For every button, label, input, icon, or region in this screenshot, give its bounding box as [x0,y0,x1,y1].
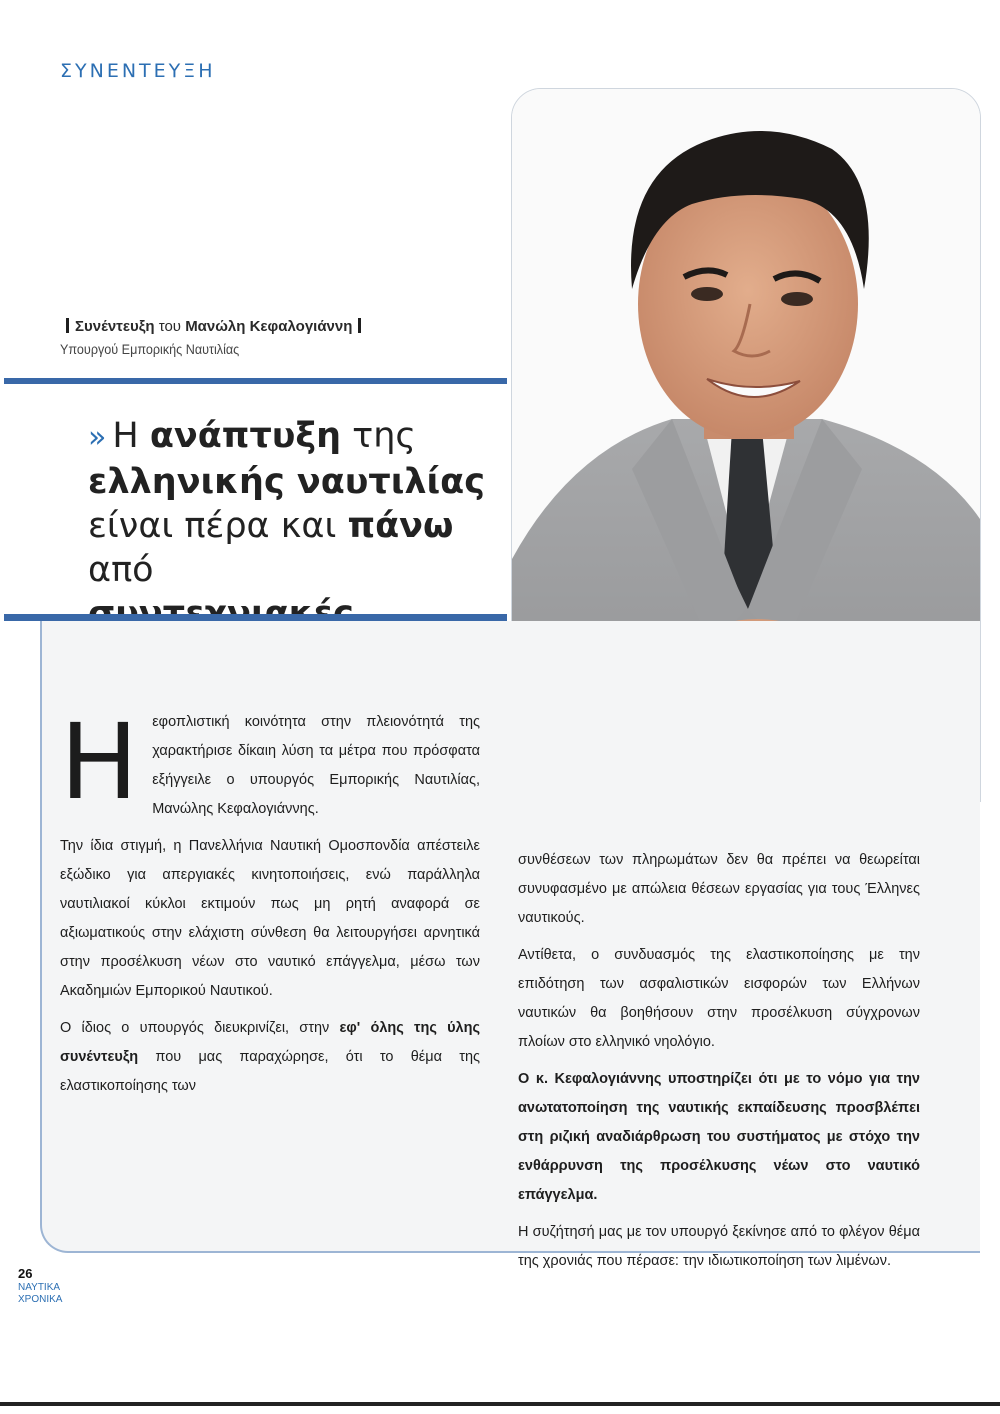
headline-part-7: από [88,550,154,590]
byline-line [60,318,490,335]
magazine-name-line-1: ΝΑΥΤΙΚΑ [18,1282,61,1293]
paragraph-7: Η συζήτησή μας με τον υπουργό ξεκίνησε από το φλέγον θέμα της χρονιάς που πέρασε: την ιδιωτικοποίηση των λιμένων. [518,1224,920,1269]
paragraph-3-b: εφ' όλης της ύλης συνέντευξη [60,1020,480,1065]
paragraph-1-text: εφοπλιστική κοινότητα στην πλειονότητά της χαρακτήρισε δίκαιη λύση τα μέτρα που πρόσφατα εξήγγειλε ο υπουργός Εμπορικής Ναυτιλίας, Μανώλης Κεφαλογιάννης. [152,714,480,817]
paragraph-1 [60,701,480,824]
headline-part-6: πάνω [347,506,454,546]
drop-cap: Η [60,701,139,823]
byline-connector: του [158,318,182,335]
paragraph-3 [60,1014,480,1101]
byline-bar-right [358,318,361,333]
page-number: 26 [18,1266,33,1281]
paragraph-3-a: Ο ίδιος ο υπουργός διευκρινίζει, στην [60,1020,330,1036]
byline-bar-left [66,318,69,333]
paragraph-4: συνθέσεων των πληρωμάτων δεν θα πρέπει να θεωρείται συνυφασμένο με απώλεια θέσεων εργασίας για τους Έλληνες ναυτικούς. [518,852,920,926]
headline-rule-bottom [4,614,507,621]
byline-name: Μανώλη Κεφαλογιάννη [185,318,353,335]
headline-part-3: της [352,416,416,456]
byline-role: Υπουργού Εμπορικής Ναυτιλίας [60,341,240,357]
paragraph-2: Την ίδια στιγμή, η Πανελλήνια Ναυτική Ομοσπονδία απέστειλε εξώδικο για απεργιακές κινητοποιήσεις, ενώ παράλληλα ναυτιλιακοί κύκλοι εκτιμούν πως μη ρητή αναφορά σε αξιωματικούς στην ελάχιστη σύνθεση θα λειτουργήσει αρνητικά στην προσέλκυση νέων στο ναυτικό επάγγελμα, μέσω των Ακαδημιών Εμπορικού Ναυτικού. [60,838,480,999]
headline-part-4: ελληνικής ναυτιλίας [88,462,485,502]
headline-rule-top [4,378,507,384]
paragraph-6 [518,1065,920,1210]
magazine-name-line-2: ΧΡΟΝΙΚΑ [18,1294,63,1305]
magazine-name [18,1282,62,1306]
paragraph-5: Αντίθετα, ο συνδυασμός της ελαστικοποίησης με την επιδότηση των ασφαλιστικών εισφορών των Ελλήνων ναυτικών θα βοηθήσουν στην προσέλκυση σύγχρονων πλοίων στο ελληνικό νηολόγιο. [518,947,920,1050]
headline-part-5: είναι πέρα και [88,506,337,546]
section-label: ΣΥΝΕΝΤΕΥΞΗ [60,60,216,82]
article-column-right [518,846,920,1284]
paragraph-6-text: Ο κ. Κεφαλογιάννης υποστηρίζει ότι με το νόμο για την ανωτατοποίηση της ναυτικής εκπαίδευσης προσβλέπει στη ριζική αναδιάρθρωση του συστήματος με στόχο την ενθάρρυνση της προσέλκυσης νέων στο ναυτικό επάγγελμα. [518,1071,920,1203]
byline-prefix: Συνέντευξη [75,318,155,335]
article-column-left [60,701,480,1109]
headline-part-1: Η [112,416,139,456]
page-bottom-line [0,1402,1000,1406]
double-chevron-icon: » [88,420,103,455]
byline [60,318,490,357]
headline-part-2: ανάπτυξη [149,416,342,456]
paragraph-3-c: που μας παραχώρησε, ότι το θέμα της ελαστικοποίησης των [60,1049,480,1094]
